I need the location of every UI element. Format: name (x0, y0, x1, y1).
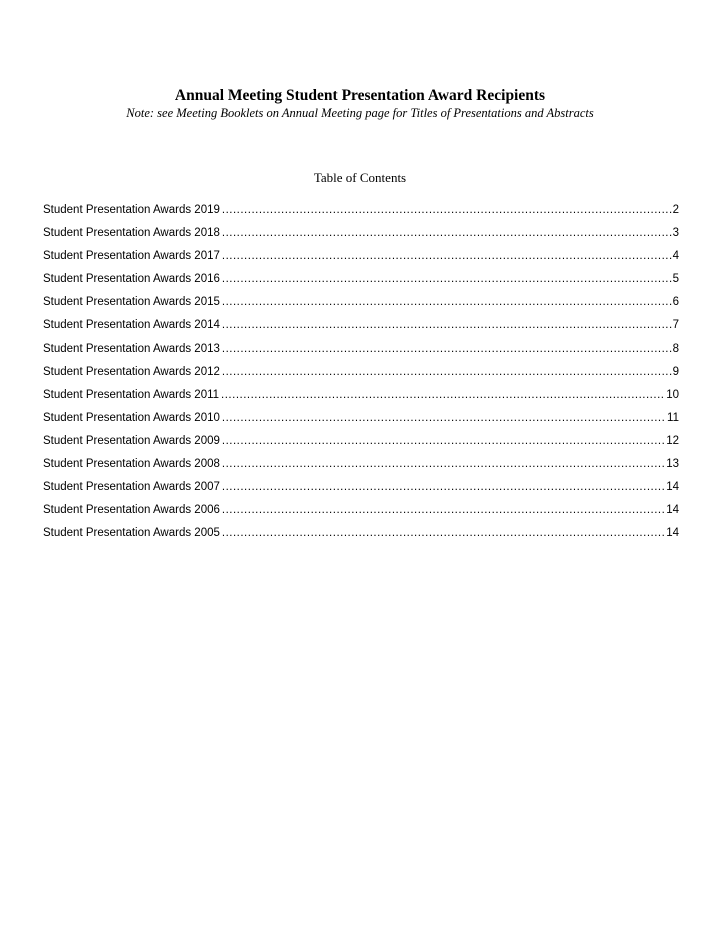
toc-entry-label: Student Presentation Awards 2014 (43, 319, 220, 332)
toc-entry-page: 2 (672, 204, 679, 216)
dot-leader (222, 225, 672, 241)
toc-entry-page: 11 (667, 411, 679, 424)
toc-entry-label: Student Presentation Awards 2010 (43, 411, 220, 424)
toc-entry-page: 14 (666, 504, 679, 517)
toc-entry-page: 6 (672, 296, 679, 309)
toc-entry-label: Student Presentation Awards 2012 (43, 365, 220, 378)
dot-leader (222, 410, 666, 426)
toc-entry-page: 3 (672, 227, 679, 240)
toc-entry-label: Student Presentation Awards 2006 (43, 504, 220, 517)
dot-leader (222, 248, 672, 264)
toc-entry-page: 13 (666, 458, 679, 471)
toc-entry-page: 5 (672, 273, 679, 286)
toc-entry-label: Student Presentation Awards 2011 (43, 388, 220, 401)
dot-leader (222, 479, 665, 495)
toc-heading: Table of Contents (313, 170, 407, 185)
toc-entry-2008[interactable] (43, 456, 679, 479)
dot-leader (222, 433, 665, 449)
toc-entry-2009[interactable] (43, 433, 679, 456)
toc-entry-2014[interactable] (43, 317, 679, 340)
toc-entry-2013[interactable] (43, 341, 679, 364)
toc-entry-page: 14 (666, 527, 679, 540)
toc-entry-page: 4 (672, 250, 679, 263)
dot-leader (222, 202, 672, 218)
toc-entry-page: 7 (672, 319, 679, 332)
toc-entry-2010[interactable] (43, 410, 679, 433)
dot-leader (222, 317, 672, 333)
document-note: Note: see Meeting Booklets on Annual Meeting page for Titles of Presentations and Abstracts (126, 106, 594, 120)
dot-leader (222, 341, 672, 357)
dot-leader (222, 525, 665, 541)
toc-entry-label: Student Presentation Awards 2016 (43, 273, 220, 286)
toc-entry-2019[interactable] (43, 202, 679, 225)
toc-entry-label: Student Presentation Awards 2015 (43, 296, 220, 309)
dot-leader (222, 456, 665, 472)
toc-entry-2006[interactable] (43, 502, 679, 525)
document-title: Annual Meeting Student Presentation Award Recipients (174, 87, 546, 104)
toc-entry-2018[interactable] (43, 225, 679, 248)
toc-entry-page: 10 (666, 388, 679, 401)
toc-entry-label: Student Presentation Awards 2018 (43, 227, 220, 240)
dot-leader (222, 271, 672, 287)
toc-entry-2005[interactable] (43, 525, 679, 548)
toc-entry-2007[interactable] (43, 479, 679, 502)
dot-leader (221, 387, 665, 403)
toc-entry-label: Student Presentation Awards 2013 (43, 342, 220, 355)
toc-entry-2015[interactable] (43, 294, 679, 317)
toc-entry-2016[interactable] (43, 271, 679, 294)
toc-entry-2012[interactable] (43, 364, 679, 387)
toc-entry-label: Student Presentation Awards 2005 (43, 527, 220, 540)
dot-leader (222, 502, 665, 518)
toc-entry-label: Student Presentation Awards 2007 (43, 481, 220, 494)
table-of-contents (43, 202, 679, 548)
toc-entry-page: 12 (666, 434, 679, 447)
toc-entry-label: Student Presentation Awards 2019 (43, 204, 220, 216)
dot-leader (222, 364, 672, 380)
toc-entry-label: Student Presentation Awards 2017 (43, 250, 220, 263)
toc-entry-2011[interactable] (43, 387, 679, 410)
toc-entry-2017[interactable] (43, 248, 679, 271)
toc-entry-page: 9 (672, 365, 679, 378)
toc-entry-page: 14 (666, 481, 679, 494)
toc-entry-page: 8 (672, 342, 679, 355)
toc-entry-label: Student Presentation Awards 2008 (43, 458, 220, 471)
dot-leader (222, 294, 672, 310)
toc-entry-label: Student Presentation Awards 2009 (43, 434, 220, 447)
